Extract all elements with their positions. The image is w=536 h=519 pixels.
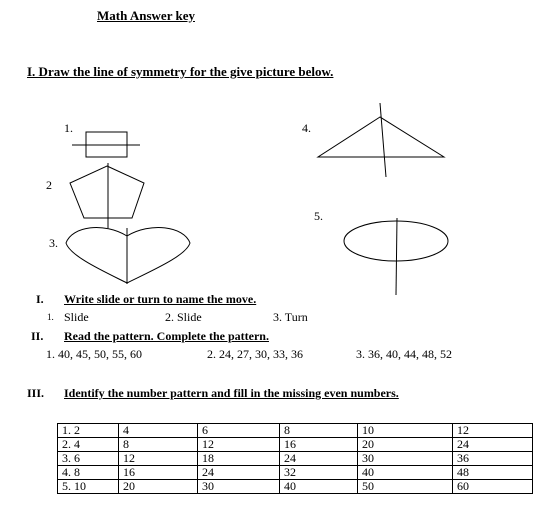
section2-numeral: II. <box>31 329 44 343</box>
table-cell: 5. 10 <box>58 480 119 494</box>
section2-heading: Read the pattern. Complete the pattern. <box>64 329 269 343</box>
pentagon-shape <box>70 166 144 218</box>
table-row <box>58 438 533 452</box>
table-row <box>58 480 533 494</box>
table-cell: 36 <box>453 452 533 466</box>
slide-answer-1: Slide <box>64 310 89 324</box>
table-cell: 1. 2 <box>58 424 119 438</box>
figure-label-3: 3. <box>49 236 58 250</box>
heart-shape <box>66 228 190 283</box>
table-cell: 40 <box>280 480 358 494</box>
section3-numeral: III. <box>27 386 45 400</box>
pattern-answer-2: 2. 24, 27, 30, 33, 36 <box>207 347 303 361</box>
triangle-shape <box>318 117 444 157</box>
figure-label-4: 4. <box>302 121 311 135</box>
table-cell: 50 <box>358 480 453 494</box>
page-title: Math Answer key <box>97 8 195 23</box>
table-cell: 30 <box>198 480 280 494</box>
section-slide-numeral: I. <box>36 292 44 306</box>
table-cell: 16 <box>119 466 198 480</box>
table-cell: 18 <box>198 452 280 466</box>
oval-symmetry-line <box>396 218 397 295</box>
table-cell: 60 <box>453 480 533 494</box>
oval-shape <box>344 221 448 261</box>
table-cell: 6 <box>198 424 280 438</box>
table-cell: 24 <box>280 452 358 466</box>
section1-heading: I. Draw the line of symmetry for the give picture below. <box>27 64 334 79</box>
table-cell: 30 <box>358 452 453 466</box>
pattern-answer-1: 1. 40, 45, 50, 55, 60 <box>46 347 142 361</box>
table-cell: 12 <box>198 438 280 452</box>
table-cell: 20 <box>358 438 453 452</box>
table-cell: 2. 4 <box>58 438 119 452</box>
slide-answer-2: 2. Slide <box>165 310 202 324</box>
table-cell: 40 <box>358 466 453 480</box>
table-cell: 3. 6 <box>58 452 119 466</box>
table-cell: 10 <box>358 424 453 438</box>
slide-answer-number-1: 1. <box>47 312 54 322</box>
triangle-symmetry-line <box>380 103 386 177</box>
table-cell: 8 <box>119 438 198 452</box>
table-cell: 32 <box>280 466 358 480</box>
section-slide-heading: Write slide or turn to name the move. <box>64 292 257 306</box>
table-cell: 4 <box>119 424 198 438</box>
figure-label-2: 2 <box>46 178 52 192</box>
slide-answer-3: 3. Turn <box>273 310 308 324</box>
table-cell: 24 <box>198 466 280 480</box>
table-cell: 12 <box>119 452 198 466</box>
pattern-answer-3: 3. 36, 40, 44, 48, 52 <box>356 347 452 361</box>
table-cell: 24 <box>453 438 533 452</box>
table-row <box>58 466 533 480</box>
table-cell: 48 <box>453 466 533 480</box>
table-cell: 16 <box>280 438 358 452</box>
figure-label-5: 5. <box>314 209 323 223</box>
table-cell: 8 <box>280 424 358 438</box>
table-cell: 12 <box>453 424 533 438</box>
section3-heading: Identify the number pattern and fill in the missing even numbers. <box>64 386 399 400</box>
table-cell: 4. 8 <box>58 466 119 480</box>
figure-label-1: 1. <box>64 121 73 135</box>
table-cell: 20 <box>119 480 198 494</box>
table-row <box>58 452 533 466</box>
even-number-pattern-table <box>57 423 533 494</box>
table-row <box>58 424 533 438</box>
